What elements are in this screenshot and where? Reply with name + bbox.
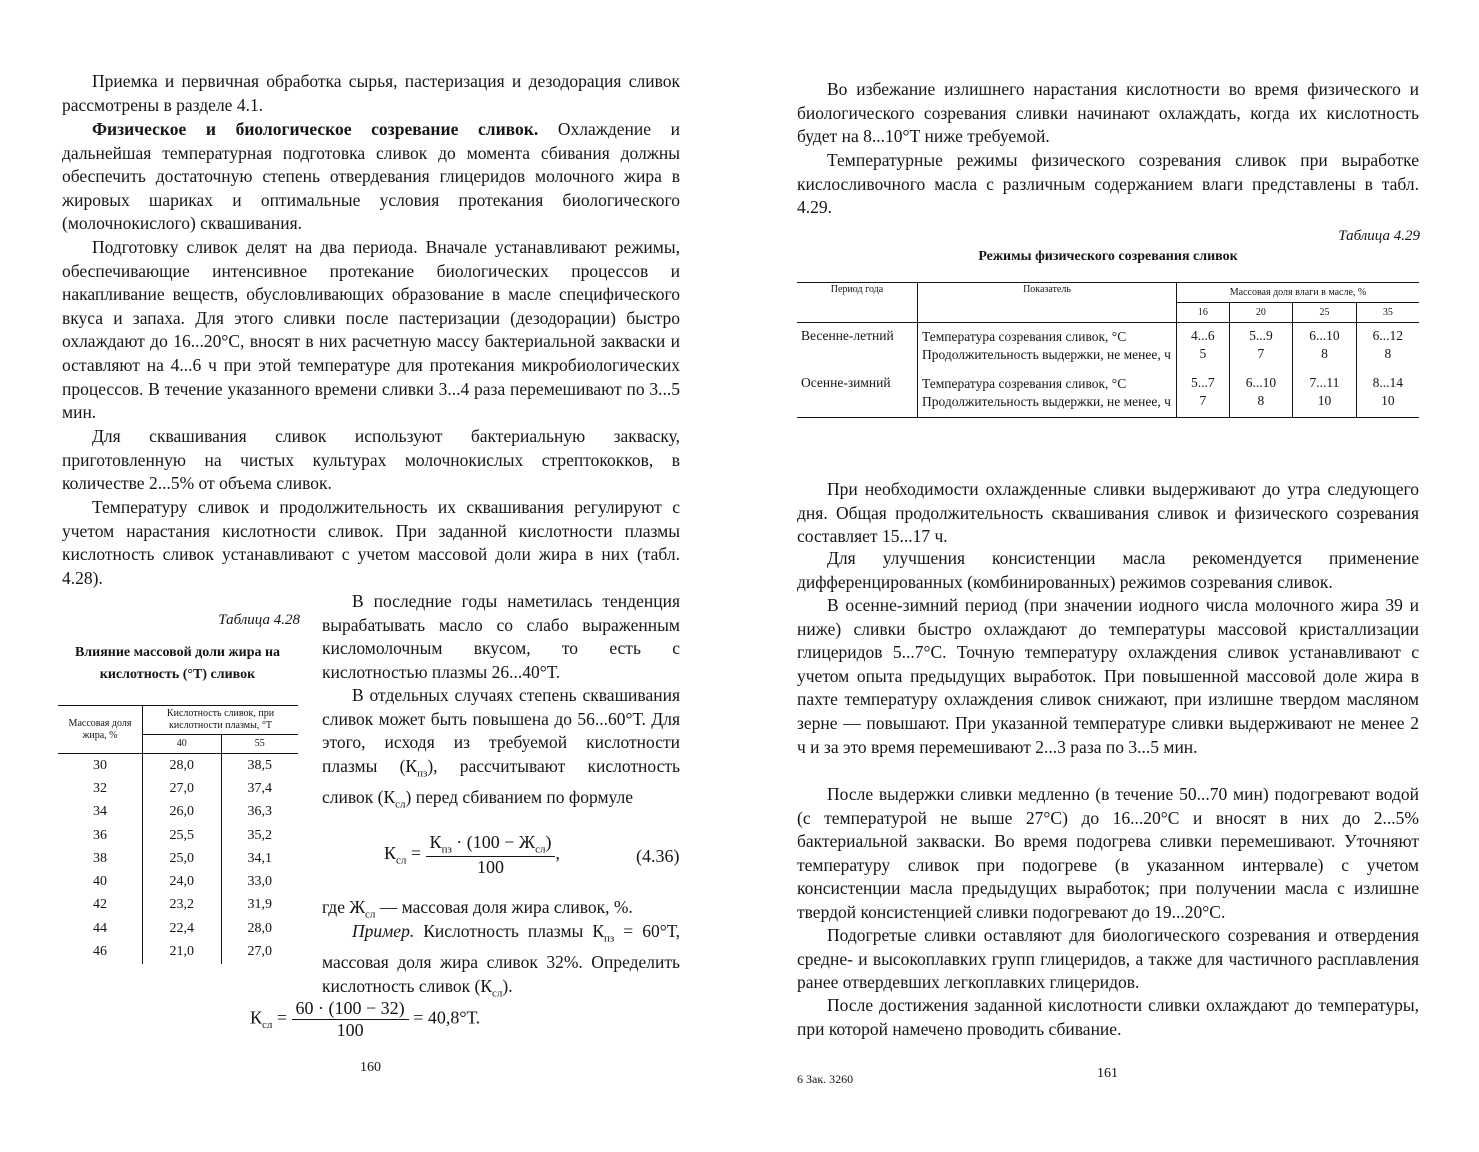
table-row: [797, 346, 1419, 370]
table-cell: 27,0: [143, 777, 222, 800]
num-part: · (100 − Ж: [451, 832, 536, 852]
page-number: 160: [360, 1060, 381, 1075]
col-header-fat: Массовая доля жира, %: [58, 706, 143, 754]
col-header-period: Период года: [797, 283, 918, 323]
subscript: пз: [441, 843, 452, 856]
table-row: [58, 754, 298, 778]
value-cell: 8: [1384, 346, 1392, 361]
paragraph-text: ).: [502, 975, 513, 996]
fraction: [426, 832, 556, 878]
table-row: [58, 824, 298, 847]
col-header-moisture-16: 16: [1177, 303, 1230, 323]
formula-example: $К_{сл}$ = $\frac{60 \cdot (100 - 32)}{100}$ = 40,8°Т.: [250, 998, 481, 1040]
paragraph: Во избежание излишнего нарастания кислотности во время физического и биологического созревания сливки начинают охлаждать, когда их кислотность будет на 8...10°Т ниже требуемой.: [797, 79, 1419, 147]
subscript: пз: [604, 932, 615, 945]
example-label: Пример.: [352, 921, 415, 941]
value-cell: 6...10: [1293, 323, 1357, 347]
paragraph: Приемка и первичная обработка сырья, пастеризация и дезодорация сливок рассмотрены в разделе 4.1.: [62, 71, 680, 115]
table-title: Режимы физического созревания сливок: [978, 249, 1238, 264]
table-cell: 35,2: [247, 827, 272, 843]
subscript: сл: [395, 798, 406, 811]
table-row: [58, 894, 298, 917]
col-header-moisture: Массовая доля влаги в масле, %: [1177, 283, 1420, 303]
formula-lhs: К: [384, 842, 397, 863]
table-row: [58, 847, 298, 870]
table-cell: 32: [58, 777, 143, 800]
formula-tail: ,: [555, 842, 560, 863]
value-cell: 7: [1177, 393, 1230, 418]
paragraph-text: Кислотность плазмы К: [414, 921, 605, 941]
table-cell: 28,0: [247, 920, 272, 936]
value-cell: 8: [1293, 346, 1357, 370]
acidity-table: [58, 705, 298, 964]
subscript: сл: [535, 843, 546, 856]
col-header-group: Кислотность сливок, при кислотности плазмы, °Т: [143, 706, 299, 735]
table-caption: Таблица 4.29: [1338, 228, 1420, 244]
table-title: Влияние массовой доли жира на кислотность (°Т) сливок: [74, 645, 281, 682]
table-cell: 38: [58, 847, 143, 870]
formula-number: (4.36): [636, 846, 680, 866]
period-cell: [797, 393, 918, 418]
table-cell: 28,0: [143, 754, 222, 778]
table-cell: 42: [58, 894, 143, 917]
value-cell: 5: [1177, 346, 1230, 370]
formula-4-36: $К_{сл}$ = $\frac{К_{пз} \cdot (100 - Ж_{сл})}{100}$ , (4.36): [384, 832, 680, 877]
period-cell: Весенне-летний: [797, 323, 918, 347]
table-row: [58, 777, 298, 800]
table-row: [797, 393, 1419, 418]
paragraph-text: ), рассчитывают кислотность сливок (К: [322, 755, 680, 807]
subscript: сл: [262, 1019, 273, 1032]
table-row: [797, 370, 1419, 393]
table-cell: 33,0: [247, 874, 272, 890]
paragraph-text: ) перед сбиванием по формуле: [405, 786, 634, 807]
paragraph: [62, 118, 680, 236]
value-cell: 5...9: [1229, 323, 1293, 347]
table-caption: Таблица 4.28: [218, 612, 300, 628]
table-cell: 37,4: [247, 780, 272, 796]
col-header-indicator: Показатель: [918, 283, 1177, 323]
table-cell: 27,0: [247, 944, 272, 960]
table-row: [58, 801, 298, 824]
paragraph-text: Охлаждение и дальнейшая температурная подготовка сливок до момента сбивания должны обеспечить достаточную степень отвердевания глицеридов молочного жира в жировых шариках и оптимальные условия протекания биологического (молочнокислого) сквашивания.: [62, 119, 680, 234]
indicator-cell: Температура созревания сливок, °С: [918, 323, 1177, 347]
table-cell: 26,0: [143, 801, 222, 824]
print-order-note: 6 Зак. 3260: [797, 1072, 854, 1086]
subscript: сл: [396, 854, 407, 867]
table-cell: 25,5: [143, 824, 222, 847]
table-cell: 36,3: [247, 804, 272, 820]
col-header-55: 55: [221, 735, 298, 754]
table-cell: 23,2: [143, 894, 222, 917]
paragraph: [322, 684, 680, 817]
page-number: 161: [1097, 1066, 1118, 1081]
table-cell: 25,0: [143, 847, 222, 870]
col-header-moisture-20: 20: [1229, 303, 1293, 323]
subscript: сл: [365, 908, 376, 921]
table-cell: 34: [58, 801, 143, 824]
col-header-moisture-25: 25: [1293, 303, 1357, 323]
paragraph: [322, 920, 680, 1006]
paragraph: Подогретые сливки оставляют для биологического созревания и отвердения средне- и высокоплавких групп глицеридов, а также для частичного расплавления ранее отвердевших легкоплавких глицеридов.: [797, 925, 1419, 993]
period-cell: [797, 346, 918, 370]
subscript: пз: [417, 767, 428, 780]
table-row: [58, 917, 298, 940]
paragraph: Для сквашивания сливок используют бактериальную закваску, приготовленную на чистых культурах молочнокислых стрептококков, в количестве 2...5% от объема сливок.: [62, 426, 680, 494]
paragraph: В осенне-зимний период (при значении иодного числа молочного жира 39 и ниже) сливки быстро охлаждают до температуры массовой кристаллизации глицеридов 5...7°С. Точную температуру охлаждения сливок устанавливают с учетом опыта предыдущих выработок. При повышенной массовой доле жира в пахте температуру охлаждения сливок снижают, при излишне твердом масляном зерне — повышают. При указанной температуре сливки выдерживают не менее 2 ч и за это время перемешивают 2...3 раза по 3...5 мин.: [797, 595, 1419, 757]
value-cell: 4...6: [1177, 323, 1230, 347]
paragraph: Температурные режимы физического созревания сливок при выработке кислосливочного масла с различным содержанием влаги представлены в табл. 4.29.: [797, 150, 1419, 218]
indicator-cell: Продолжительность выдержки, не менее, ч: [918, 393, 1177, 418]
value-cell: 6...10: [1229, 370, 1293, 393]
indicator-cell: Температура созревания сливок, °С: [918, 370, 1177, 393]
value-cell: 6...12: [1372, 328, 1404, 343]
numerator: 60 · (100 − 32): [292, 998, 409, 1020]
paragraph: При необходимости охлажденные сливки выдерживают до утра следующего дня. Общая продолжительность сквашивания сливок и физического созревания составляет 15...17 ч.: [797, 479, 1419, 547]
right-page: [740, 0, 1479, 1152]
paragraph: После выдержки сливки медленно (в течение 50...70 мин) подогревают водой (с температурой не выше 27°С) до 16...20°С и вносят в них до 2...5% бактериальной закваски. Во время подогрева сливки перемешивают. Уточняют температуру сливок при подогреве (в указанном интервале) с учетом консистенции масла предыдущих выработок; при получении масла с излишне твердой консистенцией сливки подогревают до 19...20°С.: [797, 784, 1419, 922]
value-cell: 10: [1293, 393, 1357, 418]
section-heading: Физическое и биологическое созревание сливок.: [92, 119, 539, 139]
period-cell: Осенне-зимний: [797, 370, 918, 393]
formula-lhs: К: [250, 1007, 263, 1028]
table-cell: 38,5: [247, 757, 272, 773]
value-cell: 8...14: [1372, 375, 1404, 390]
table-cell: 31,9: [247, 897, 272, 913]
col-header-moisture-35: 35: [1356, 303, 1419, 323]
paragraph: Для улучшения консистенции масла рекомендуется применение дифференцированных (комбинированных) режимов созревания сливок.: [797, 548, 1419, 592]
col-header-40: 40: [143, 735, 222, 754]
paragraph-text: В отдельных случаях степень сквашивания сливок может быть повышена до 56...60°Т. Для этого, исходя из требуемой кислотности плазмы (К: [322, 685, 680, 776]
table-cell: 24,0: [143, 870, 222, 893]
value-cell: 7: [1229, 346, 1293, 370]
table-cell: 34,1: [247, 850, 272, 866]
table-cell: 46: [58, 940, 143, 963]
paragraph-text: где Ж: [322, 897, 366, 917]
paragraph: После достижения заданной кислотности сливки охлаждают до температуры, при которой намечено проводить сбивание.: [797, 995, 1419, 1039]
paragraph: Температуру сливок и продолжительность их сквашивания регулируют с учетом нарастания кислотности сливок. При заданной кислотности плазмы кислотность сливок устанавливают с учетом массовой доли жира в них (табл. 4.28).: [62, 497, 680, 588]
value-cell: 8: [1229, 393, 1293, 418]
paragraph: Подготовку сливок делят на два периода. Вначале устанавливают режимы, обеспечивающие интенсивное протекание биологических процессов и накапливание веществ, обусловливающих образование в масле специфического вкуса и запаха. Для этого сливки после пастеризации (дезодорации) быстро охлаждают до 16...20°С, вносят в них расчетную массу бактериальной закваски и оставляют на 4...6 ч при этой температуре для протекания микробиологических процессов. В течение указанного времени сливки 3...4 раза перемешивают по 3...5 мин.: [62, 237, 680, 423]
formula-result: = 40,8°Т.: [413, 1007, 481, 1028]
paragraph-text: — массовая доля жира сливок, %.: [375, 897, 633, 917]
table-cell: 44: [58, 917, 143, 940]
indicator-cell: Продолжительность выдержки, не менее, ч: [918, 346, 1177, 370]
paragraph: В последние годы наметилась тенденция вырабатывать масло со слабо выраженным кисломолочным вкусом, то есть с кислотностью плазмы 26...40°Т.: [322, 591, 680, 682]
table-row: [58, 940, 298, 963]
table-cell: 21,0: [143, 940, 222, 963]
value-cell: 10: [1381, 393, 1395, 408]
table-cell: 36: [58, 824, 143, 847]
numerator: [426, 832, 556, 857]
paragraph-text: = 60°Т, массовая доля жира сливок 32%. Определить кислотность сливок (К: [322, 921, 681, 996]
ripening-table: [797, 282, 1419, 418]
value-cell: 7...11: [1293, 370, 1357, 393]
denominator: 100: [477, 856, 504, 877]
num-part: К: [429, 832, 442, 852]
value-cell: 5...7: [1177, 370, 1230, 393]
num-part: ): [545, 832, 552, 852]
table-cell: 30: [58, 754, 143, 778]
table-cell: 22,4: [143, 917, 222, 940]
table-cell: 40: [58, 870, 143, 893]
table-row: [58, 870, 298, 893]
fraction: [292, 998, 409, 1041]
table-row: [797, 323, 1419, 347]
subscript: сл: [492, 987, 503, 1000]
denominator: 100: [336, 1020, 364, 1040]
